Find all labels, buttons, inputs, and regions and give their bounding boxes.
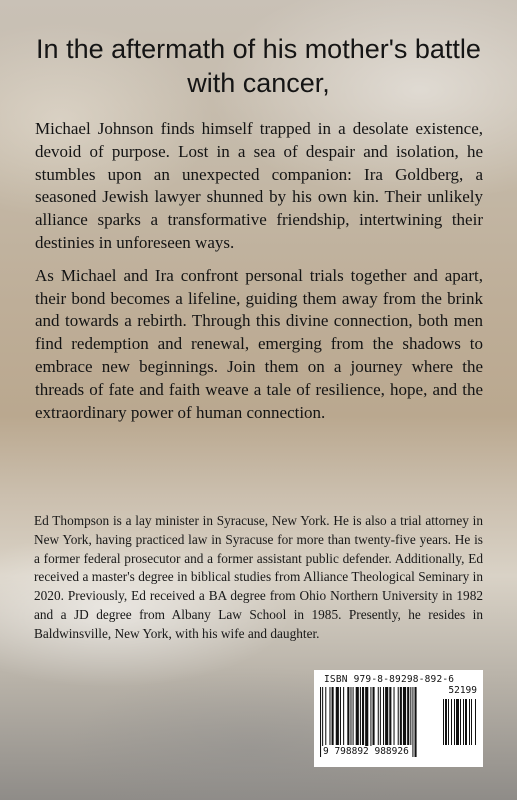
author-bio: Ed Thompson is a lay minister in Syracuse, New York. He is also a trial attorney in New York, having practiced law in Syracuse for more than twenty-five years. He is a former federal prosecutor and a former assistant public defender. Additionally, Ed received a master's degree in biblical studies from Alliance Theological Seminary in 2020. Previously, Ed received a BA degree from Ohio Northern University in 1982 and a JD degree from Albany Law School in 1985. Presently, he resides in Baldwinsville, New York, with his wife and daughter.	[34, 513, 483, 641]
headline: In the aftermath of his mother's battle with cancer,	[36, 34, 481, 98]
barcode-bar	[320, 687, 321, 757]
barcode-bar	[465, 699, 467, 745]
barcode-bar	[412, 687, 413, 757]
barcode-bar	[403, 687, 406, 745]
barcode-bar	[407, 687, 409, 745]
isbn-barcode	[314, 670, 483, 767]
barcode-bar	[456, 699, 459, 745]
barcode-bar	[336, 687, 339, 745]
ean-digits: 9 798892 988926	[323, 746, 409, 757]
price-code: 52199	[448, 685, 477, 696]
barcode-bar	[385, 687, 388, 745]
barcode-bar	[350, 687, 351, 745]
barcode-bar	[475, 699, 476, 745]
barcode-bar	[400, 687, 402, 745]
barcode-bar	[332, 687, 334, 745]
barcode-bar	[362, 687, 364, 745]
barcode-bar	[415, 687, 417, 757]
barcode-bar	[378, 687, 379, 745]
barcode-bar	[451, 699, 452, 745]
barcode-bar	[448, 699, 449, 745]
barcode-bar	[360, 687, 361, 745]
barcode-bar	[329, 687, 330, 745]
barcode-bar	[463, 699, 464, 745]
barcode-bar	[347, 687, 349, 745]
isbn-label: ISBN 979-8-89298-892-6	[324, 674, 455, 685]
barcode-bar	[383, 687, 384, 745]
barcode-bar	[460, 699, 461, 745]
barcode-bar	[398, 687, 399, 745]
barcode-bar	[340, 687, 341, 745]
barcode-bar	[445, 699, 447, 745]
blurb-paragraph: Michael Johnson finds himself trapped in a desolate existence, devoid of purpose. Lost in a sea of despair and isolation, he stumbles upon an unexpected companion: Ira Goldberg, a seasoned Jewish lawyer shunned by his own kin. Their unlikely alliance sparks a transformative friendship, intertwining their destinies in unforeseen ways.	[35, 119, 483, 252]
barcode-bar	[373, 687, 375, 745]
barcode-area	[320, 687, 477, 757]
barcode-bar	[356, 687, 359, 745]
barcode-bar	[394, 687, 395, 745]
barcode-bar	[443, 699, 444, 745]
barcode-bar	[454, 699, 455, 745]
blurb-paragraph: As Michael and Ira confront personal trials together and apart, their bond becomes a lifeline, guiding them away from the brink and towards a rebirth. Through this divine connection, both men find redemption and renewal, emerging from the shadows to embrace new beginnings. Join them on a journey where the threads of fate and faith weave a tale of resilience, hope, and the extraordinary power of human connection.	[35, 265, 483, 422]
barcode-bar	[410, 687, 411, 745]
barcode-bar	[380, 687, 381, 745]
barcode-bar	[343, 687, 344, 745]
barcode-bar	[353, 687, 354, 745]
barcode-bar	[389, 687, 391, 745]
addon-barcode-bars	[443, 699, 477, 757]
barcode-bar	[325, 687, 326, 745]
barcode-bar	[471, 699, 472, 745]
barcode-bar	[469, 699, 470, 745]
book-blurb	[35, 118, 483, 434]
